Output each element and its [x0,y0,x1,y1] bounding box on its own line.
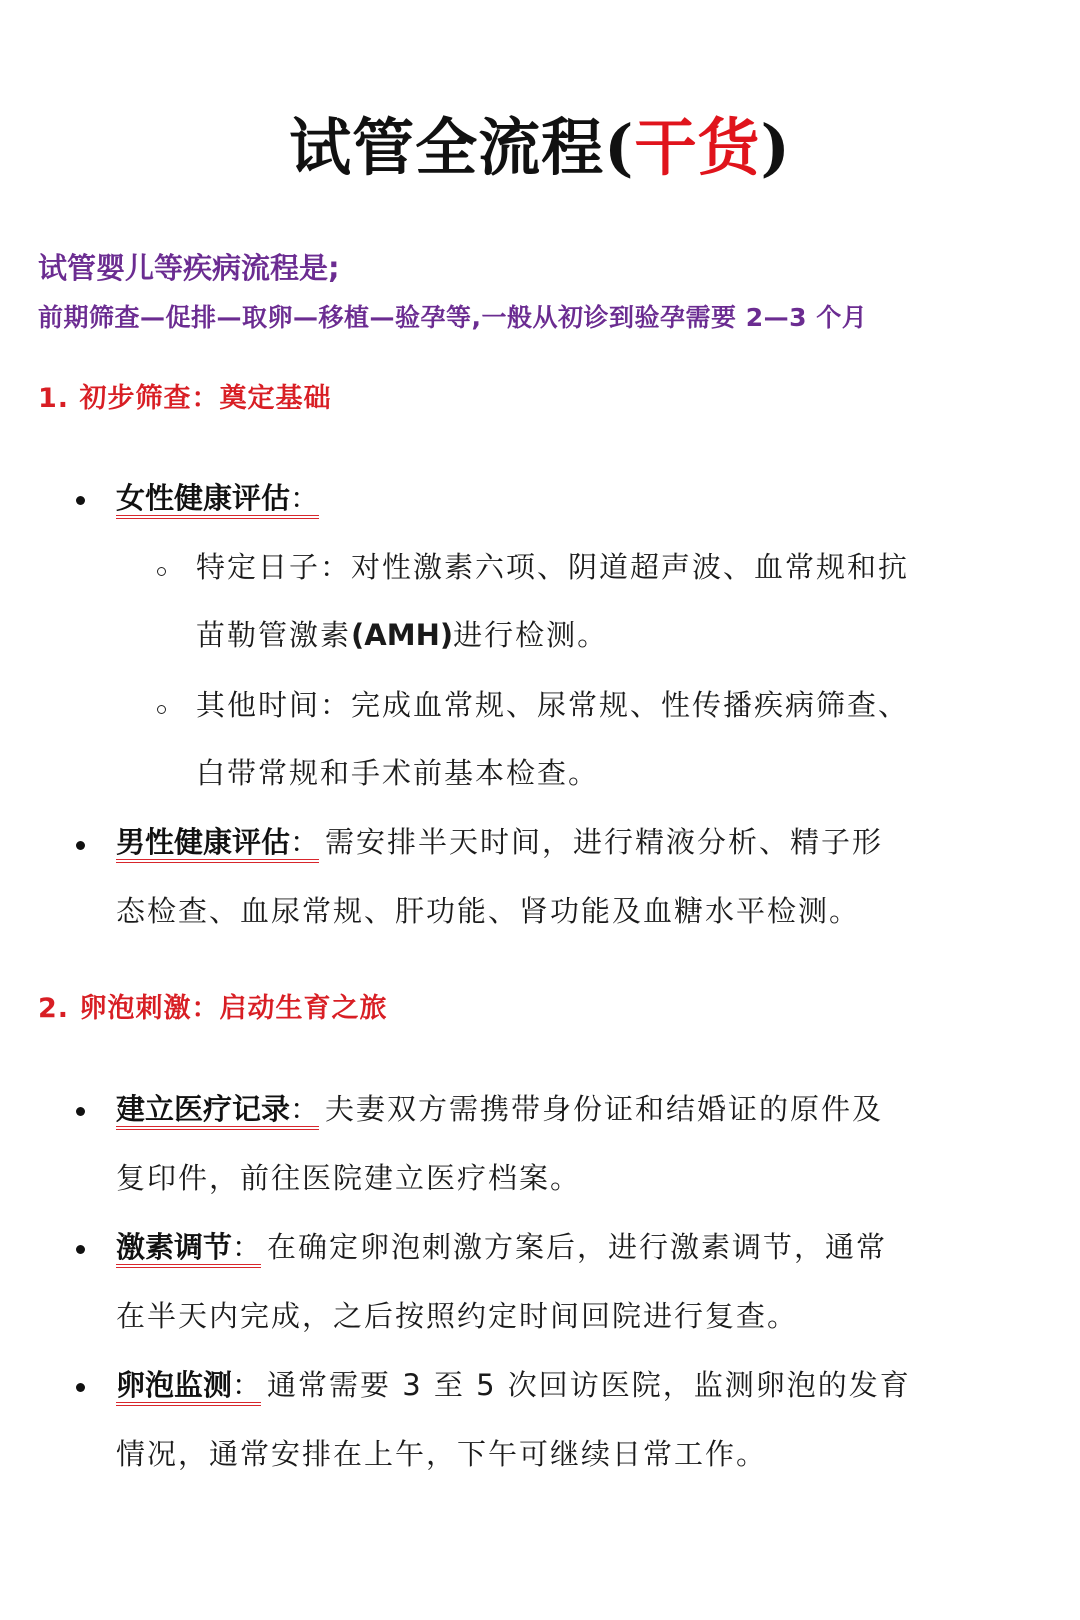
bullet-icon [76,1383,85,1392]
title-accent: 干货 [634,111,761,184]
bullet-icon [76,1107,85,1116]
item-colon: ： [290,825,319,863]
title-main: 试管全流程( [289,111,635,184]
intro-line-2: 前期筛查—促排—取卵—移植—验孕等,一般从初诊到验孕需要 2—3 个月 [38,303,868,332]
item-colon: ： [290,481,319,519]
sub-item-line-1: 其他时间：完成血常规、尿常规、性传播疾病筛查、 [196,688,910,722]
sub-item-line-2: 白带常规和手术前基本检查。 [196,756,600,790]
item-text: 需安排半天时间，进行精液分析、精子形 [325,825,884,859]
page-title [0,108,1080,188]
sub-item-text: 苗勒管激素 [196,618,352,652]
item-colon: ： [290,1092,319,1130]
bullet-icon [76,1245,85,1254]
intro-line-1: 试管婴儿等疾病流程是; [38,251,340,285]
item-label: 建立医疗记录 [116,1092,290,1130]
item-text: 在确定卵泡刺激方案后，进行激素调节，通常 [267,1230,888,1264]
item-text-line-2: 复印件，前往医院建立医疗档案。 [116,1161,582,1195]
title-close: ) [760,111,791,184]
item-label: 男性健康评估 [116,825,290,863]
item-label: 激素调节 [116,1230,232,1268]
item-label: 卵泡监测 [116,1368,232,1406]
item-colon: ： [232,1368,261,1406]
sub-item-line-2 [196,615,608,655]
item-text: 夫妻双方需携带身份证和结婚证的原件及 [325,1092,884,1126]
item-text-line-2: 情况，通常安排在上午，下午可继续日常工作。 [116,1437,768,1471]
amh-abbrev: (AMH) [351,618,454,652]
item-label: 女性健康评估 [116,481,290,519]
sub-item-line-1: 特定日子：对性激素六项、阴道超声波、血常规和抗 [196,550,910,584]
bullet-icon [76,841,85,850]
section-heading-2: 2. 卵泡刺激：启动生育之旅 [38,993,388,1024]
bullet-icon [76,496,85,505]
item-text-line-2: 在半天内完成，之后按照约定时间回院进行复查。 [116,1299,799,1333]
sub-item-text: 进行检测。 [453,618,609,652]
section-heading-1: 1. 初步筛查：奠定基础 [38,383,332,414]
item-colon: ： [232,1230,261,1268]
circle-bullet-icon [157,705,166,714]
item-text-line-2: 态检查、血尿常规、肝功能、肾功能及血糖水平检测。 [116,894,861,928]
circle-bullet-icon [157,567,166,576]
item-text: 通常需要 3 至 5 次回访医院，监测卵泡的发育 [267,1368,911,1402]
